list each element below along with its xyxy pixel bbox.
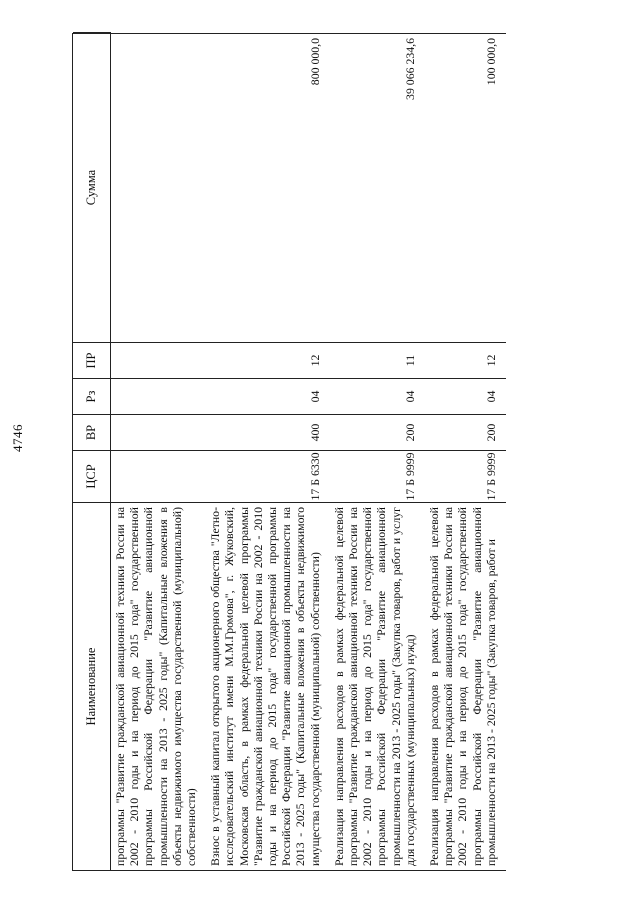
budget-table [72, 33, 506, 871]
row-pr: 11 [330, 342, 425, 378]
row-csr [111, 450, 206, 502]
header-vr: ВР [73, 414, 111, 450]
header-sum: Сумма [73, 32, 111, 342]
row-csr: 17 Б 9999 [330, 450, 425, 502]
header-name: Наименование [73, 502, 111, 870]
row-vr: 200 [425, 414, 506, 450]
row-csr: 17 Б 6330 [206, 450, 330, 502]
row-pr [111, 342, 206, 378]
row-sum: 100 000,0 [483, 38, 498, 86]
row-rz: 04 [425, 378, 506, 414]
row-vr: 200 [330, 414, 425, 450]
row-pr: 12 [206, 342, 330, 378]
row-csr: 17 Б 9999 [425, 450, 506, 502]
row-vr: 400 [206, 414, 330, 450]
row-pr: 12 [425, 342, 506, 378]
row-name: Взнос в уставный капитал открытого акционерного общества "Летно-исследовательский институт имени М.М.Громова", г. Жуковский, Московская область, в рамках федеральной целевой программы "Развитие гражданской авиационной техники России на 2002 - 2010 годы и на период до 2015 года" государственной программы Российской Федерации "Развитие авиационной промышленности на 2013 - 2025 годы" (Капитальные вложения в объекты недвижимого имущества государственной (муниципальной) собственности) [206, 502, 330, 870]
page-number: 4746 [10, 424, 25, 452]
row-name: Реализация направления расходов в рамках федеральной целевой программы "Развитие гражданской авиационной техники России на 2002 - 2010 годы и на период до 2015 года" государственной программы Российской Федерации "Развитие авиационной промышленности на 2013 - 2025 годы" (Закупка товаров, работ и услуг для государственных (муниципальных) нужд) [330, 502, 425, 870]
header-rz: Рз [73, 378, 111, 414]
header-pr: ПР [73, 342, 111, 378]
row-sum: 800 000,0 [307, 38, 322, 86]
row-name: Реализация направления расходов в рамках федеральной целевой программы "Развитие гражданской авиационной техники России на 2002 - 2010 годы и на период до 2015 года" государственной программы Российской Федерации "Развитие авиационной промышленности на 2013 - 2025 годы" (Закупка товаров, работ и [425, 502, 506, 870]
row-sum [111, 32, 206, 342]
header-csr: ЦСР [73, 450, 111, 502]
row-rz [111, 378, 206, 414]
row-rz: 04 [330, 378, 425, 414]
row-sum: 39 066 234,6 [402, 38, 417, 100]
row-rz: 04 [206, 378, 330, 414]
row-vr [111, 414, 206, 450]
budget-table-sheet [72, 33, 632, 871]
row-name: программы "Развитие гражданской авиационной техники России на 2002 - 2010 годы и на период до 2015 года" государственной программы Российской Федерации "Развитие авиационной промышленности на 2013 - 2025 годы" (Капитальные вложения в объекты недвижимого имущества государственной (муниципальной) собственности) [111, 502, 206, 870]
